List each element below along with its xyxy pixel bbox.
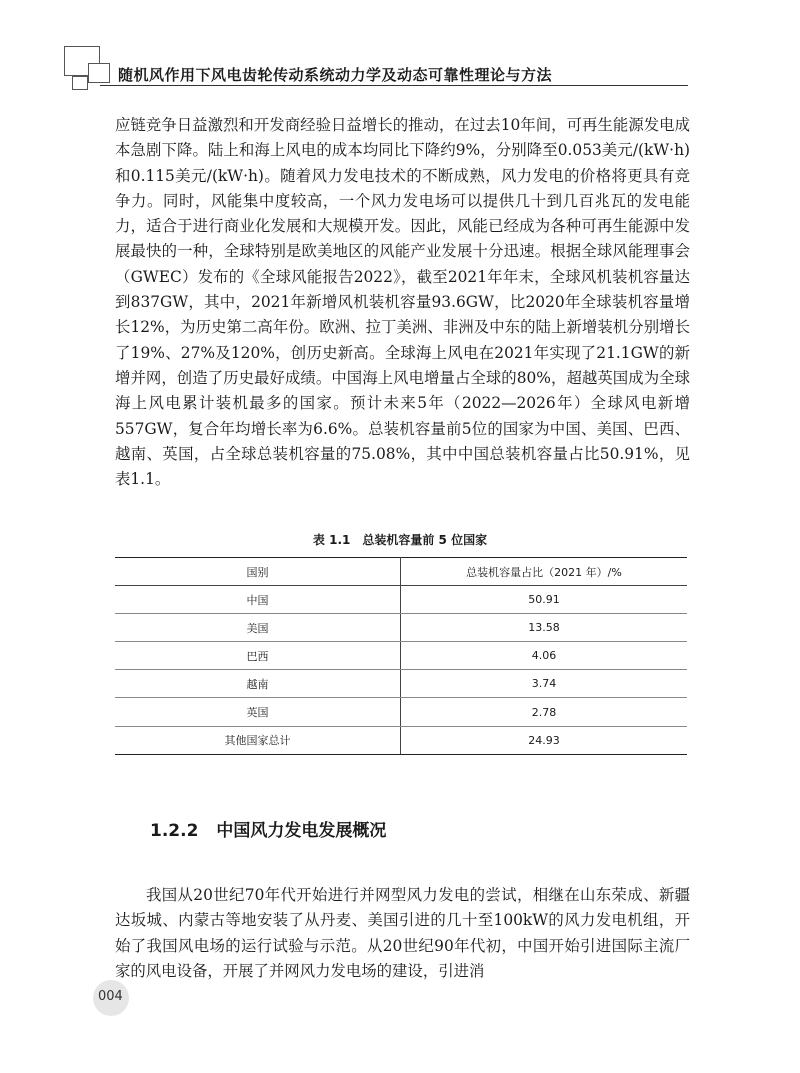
header-decoration-square — [88, 63, 110, 83]
column-header-country: 国别 — [115, 558, 401, 586]
cell-country: 英国 — [115, 698, 401, 726]
cell-country: 中国 — [115, 586, 401, 614]
running-header-title: 随机风作用下风电齿轮传动系统动力学及动态可靠性理论与方法 — [118, 66, 553, 84]
table-row — [115, 726, 687, 754]
table-row — [115, 642, 687, 670]
cell-share: 13.58 — [401, 614, 688, 642]
table-row — [115, 614, 687, 642]
section-title: 中国风力发电发展概况 — [216, 821, 387, 841]
header-rule — [100, 85, 688, 86]
table-header-row — [115, 558, 687, 586]
header-decoration-square — [72, 76, 88, 90]
table-row — [115, 586, 687, 614]
body-paragraph: 应链竞争日益激烈和开发商经验日益增长的推动，在过去10年间，可再生能源发电成本急剧下降。陆上和海上风电的成本均同比下降约9%，分别降至0.053美元/(kW·h)和0.115美元/(kW·h)。随着风力发电技术的不断成熟，风力发电的价格将更具有竞争力。同时，风能集中度较高，一个风力发电场可以提供几十到几百兆瓦的发电能力，适合于进行商业化发展和大规模开发。因此，风能已经成为各种可再生能源中发展最快的一种，全球特别是欧美地区的风能产业发展十分迅速。根据全球风能理事会（GWEC）发布的《全球风能报告2022》，截至2021年年末，全球风机装机容量达到837GW，其中，2021年新增风机装机容量93.6GW，比2020年全球装机容量增长12%，为历史第二高年份。欧洲、拉丁美洲、非洲及中东的陆上新增装机分别增长了19%、27%及120%，创历史新高。全球海上风电在2021年实现了21.1GW的新增并网，创造了历史最好成绩。中国海上风电增量占全球的80%，超越英国成为全球海上风电累计装机最多的国家。预计未来5年（2022—2026年）全球风电新增557GW，复合年均增长率为6.6%。总装机容量前5位的国家为中国、美国、巴西、越南、英国，占全球总装机容量的75.08%，其中中国总装机容量占比50.91%，见表1.1。 — [115, 116, 690, 489]
table-row — [115, 698, 687, 726]
cell-share: 4.06 — [401, 642, 688, 670]
column-header-share: 总装机容量占比（2021 年）/% — [401, 558, 688, 586]
cell-country: 美国 — [115, 614, 401, 642]
body-paragraph: 我国从20世纪70年代开始进行并网型风力发电的尝试，相继在山东荣成、新疆达坂城、内蒙古等地安装了从丹麦、美国引进的几十至100kW的风力发电机组，开始了我国风电场的运行试验与示范。从20世纪90年代初，中国开始引进国际主流厂家的风电设备，开展了并网风力发电场的建设，引进消 — [115, 886, 690, 980]
section-heading — [150, 816, 386, 841]
cell-share: 24.93 — [401, 726, 688, 754]
section-number: 1.2.2 — [150, 821, 199, 841]
cell-share: 2.78 — [401, 698, 688, 726]
cell-country: 其他国家总计 — [115, 726, 401, 754]
table-caption: 表 1.1 总装机容量前 5 位国家 — [312, 533, 488, 547]
cell-country: 越南 — [115, 670, 401, 698]
page-number: 004 — [98, 989, 123, 1004]
cell-share: 50.91 — [401, 586, 688, 614]
table-row — [115, 670, 687, 698]
cell-share: 3.74 — [401, 670, 688, 698]
data-table — [115, 557, 687, 755]
cell-country: 巴西 — [115, 642, 401, 670]
